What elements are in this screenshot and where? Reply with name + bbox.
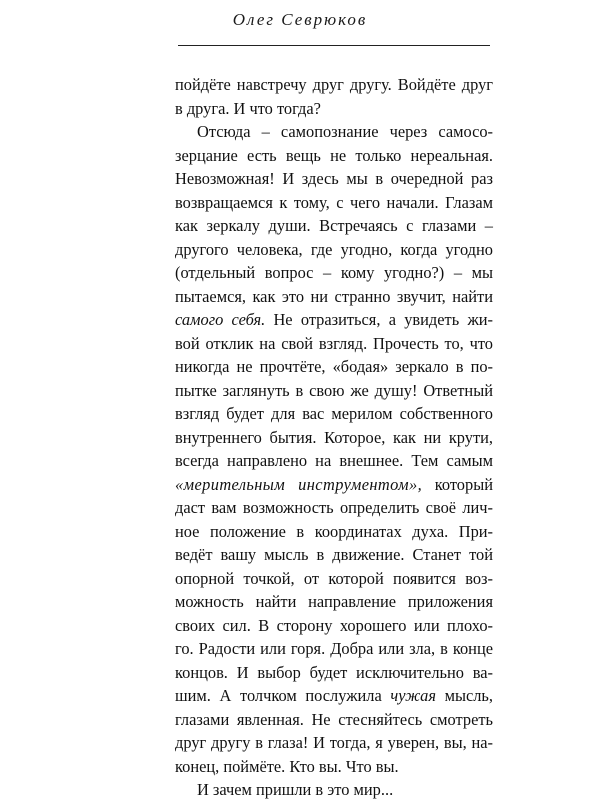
text-line: го. Радости или горя. Добра или зла, в конце [175, 639, 493, 658]
text-line: ведёт вашу мысль в движение. Станет той [175, 545, 493, 564]
text-line: никогда не прочтёте, «бодая» зеркало в по- [175, 357, 493, 376]
text-line [175, 684, 493, 708]
text-line: пытке заглянуть в свою же душу! Ответный [175, 380, 493, 400]
text-line: друг другу в глаза! И тогда, я уверен, вы, на- [175, 733, 493, 752]
text-line: всегда направлено на внешнее. Тем самым [175, 451, 493, 470]
emphasis-text: «мерительным инструментом», [175, 474, 423, 494]
text-line: в друга. И что тогда? [175, 98, 321, 118]
text-line: внутреннего бытия. Которое, как ни крути, [175, 427, 493, 447]
text-line [175, 473, 493, 497]
text-fragment: Не отразиться, а увидеть жи- [265, 310, 493, 329]
text-line: взгляд будет для вас мерилом собственного [175, 404, 493, 423]
text-line: вой отклик на свой взгляд. Прочесть то, что [175, 333, 493, 353]
text-fragment: шим. А толчком послужила [175, 686, 391, 705]
emphasis-text: чужая [390, 686, 436, 705]
text-line: даст вам возможность определить своё лич- [175, 498, 493, 517]
text-line: ное положение в координатах духа. При- [175, 521, 493, 541]
emphasis-text: самого себя. [175, 310, 266, 329]
header-rule [178, 45, 490, 46]
text-line: конец, поймёте. Кто вы. Что вы. [175, 756, 399, 776]
paragraph-2 [175, 120, 493, 778]
text-line: Отсюда – самопознание через самосо- [197, 122, 493, 141]
text-line: своих сил. В сторону хорошего или плохо- [175, 615, 493, 635]
text-line: концов. И выбор будет исключительно ва- [175, 662, 493, 682]
text-line: И зачем пришли в это мир... [197, 780, 394, 799]
text-line: глазами явленная. Не стесняйтесь смотреть [175, 709, 493, 729]
text-line: опорной точкой, от которой появится воз- [175, 568, 493, 588]
text-line [175, 308, 493, 332]
text-line: как зеркалу души. Встречаясь с глазами – [175, 216, 493, 235]
text-line: можность найти направление приложения [175, 592, 493, 611]
text-line: Невозможная! И здесь мы в очередной раз [175, 169, 493, 188]
text-line: зерцание есть вещь не только нереальная. [175, 145, 493, 165]
text-line: пытаемся, как это ни странно звучит, найти [175, 286, 493, 306]
text-fragment: который [422, 474, 493, 494]
text-line: возвращаемся к тому, с чего начали. Глазам [175, 192, 493, 212]
text-line: пойдёте навстречу друг другу. Войдёте друг [175, 75, 493, 94]
paragraph-1 [175, 73, 493, 120]
running-head: Олег Севрюков [232, 10, 368, 29]
text-line: (отдельный вопрос – кому угодно?) – мы [175, 263, 493, 282]
page-text [175, 73, 493, 802]
text-line: другого человека, где угодно, когда угодно [175, 239, 493, 259]
paragraph-3 [175, 778, 493, 802]
text-fragment: мысль, [435, 686, 493, 705]
